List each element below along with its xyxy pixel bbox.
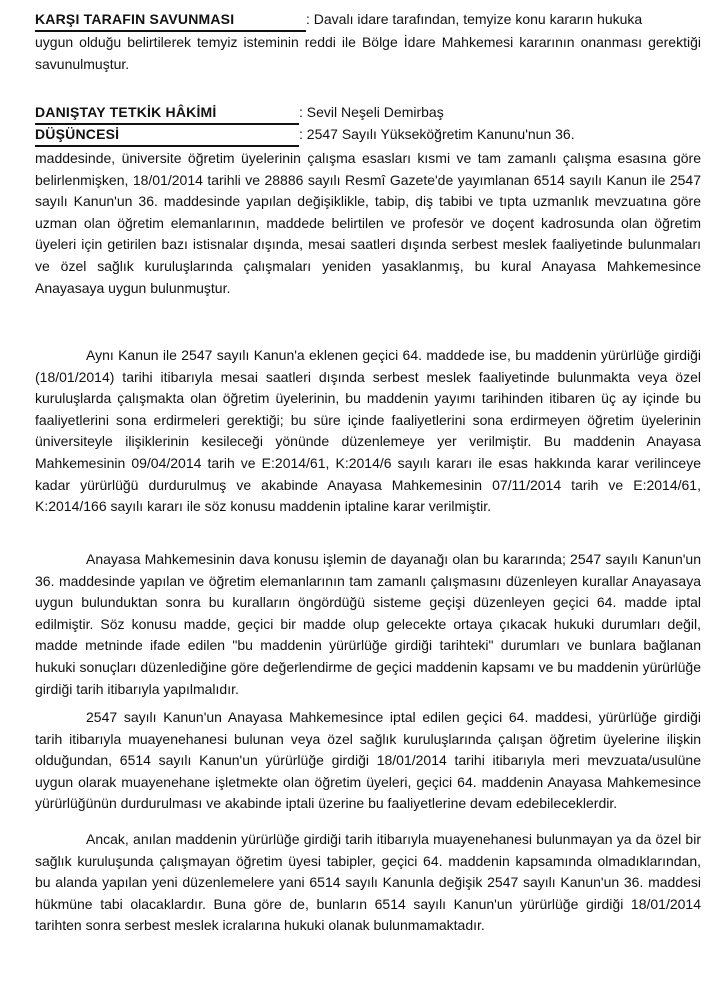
opinion-heading-underline bbox=[35, 145, 299, 147]
defence-heading: KARŞI TARAFIN SAVUNMASI bbox=[35, 11, 235, 27]
judge-heading-underline bbox=[35, 123, 299, 125]
opinion-paragraph-2: Aynı Kanun ile 2547 sayılı Kanun'a eklenen geçici 64. maddede ise, bu maddenin yürürlüğe girdiği (18/01/2014) tarihi itibarıyla mesai saatleri dışında serbest meslek faaliyetinde bulunmakta veya özel kuruluşlarda çalışmakta olan öğretim üyelerinin, bu maddenin yayımı tarihinden itibaren üç ay içinde bu faaliyetlerini sona erdirmeleri gerektiği; bu süre içinde faaliyetlerini sona erdirmeyen öğretim üyelerinin üniversiteyle ilişiklerinin kesileceği yönünde düzenlemeye yer verilmiştir. Bu maddenin Anayasa Mahkemesinin 09/04/2014 tarih ve E:2014/61, K:2014/6 sayılı kararı ile esas hakkında karar verilinceye kadar yürürlüğü durdurulmuş ve akabinde Anayasa Mahkemesinin 07/11/2014 tarih ve E:2014/61, K:2014/166 sayılı kararı ile söz konusu maddenin iptaline karar verilmiştir. bbox=[35, 347, 701, 515]
opinion-paragraph-3: Anayasa Mahkemesinin dava konusu işlemin de dayanağı olan bu kararında; 2547 sayılı Kanun'un 36. maddesinde yapılan ve öğretim elemanlarının tam zamanlı çalışmasını düzenleyen kurallar Anayasaya uygun bulunduktan sonra bu kuralların öngördüğü sisteme geçişi düzenleyen geçici 64. madde iptal edilmiştir. Söz konusu madde, geçici bir madde olup gelecekte ortaya çıkacak hukuki durumları değil, madde metninde ifade edilen "bu maddenin yürürlüğe girdiği tarihteki" durumları ve bunlara bağlanan hukuki sonuçları düzenlediğine göre değerlendirme de geçici maddenin kapsamı ve bu maddenin yürürlüğe girdiği tarih itibarıyla yapılmalıdır. bbox=[35, 551, 701, 697]
opinion-heading: DÜŞÜNCESİ bbox=[35, 126, 120, 142]
opinion-paragraph-5: Ancak, anılan maddenin yürürlüğe girdiği tarih itibarıyla muayenehanesi bulunmayan ya da özel bir sağlık kuruluşunda çalışmayan öğretim üyesi tabipler, geçici 64. maddenin kapsamında olmadıklarından, bu alanda yapılan yeni düzenlemelere yani 6514 sayılı Kanunla değişik 2547 sayılı Kanun'un 36. maddesi hükmüne tabi olacaklardır. Buna göre de, bunların 6514 sayılı Kanun'un yürürlüğe girdiği 18/01/2014 tarihten sonra serbest meslek icralarına hukuki olanak bulunmamaktadır. bbox=[35, 831, 701, 934]
opinion-paragraph-4: 2547 sayılı Kanun'un Anayasa Mahkemesince iptal edilen geçici 64. maddesi, yürürlüğe girdiği tarih itibarıyla muayenehanesi bulunan veya özel sağlık kuruluşlarında çalışan öğretim üyelerine ilişkin olduğundan, 6514 sayılı Kanun'un yürürlüğe girdiği 18/01/2014 tarihi itibarıyla meri mevzuata/usulüne uygun olarak muayenehane işletmekte olan öğretim üyeleri, geçici 64. maddenin Anayasa Mahkemesince yürürlüğünün durdurulması ve akabinde iptali üzerine bu faaliyetlerine devam edebileceklerdir. bbox=[35, 709, 701, 812]
judge-name: : Sevil Neşeli Demirbaş bbox=[299, 104, 444, 120]
defence-text: uygun olduğu belirtilerek temyiz isteminin reddi ile Bölge İdare Mahkemesi kararının onanması gerektiği savunulmuştur. bbox=[35, 34, 701, 72]
opinion-paragraph-1: maddesinde, üniversite öğretim üyelerinin çalışma esasları kısmi ve tam zamanlı çalışma esasına göre belirlenmişken, 18/01/2014 tarihli ve 28886 sayılı Resmî Gazete'de yayımlanan 6514 sayılı Kanun ile 2547 sayılı Kanun'un 36. maddesinde yapılan değişiklikle, tabip, diş tabibi ve tıpta uzmanlık mevzuatına göre uzman olan öğretim elemanlarının, maddede belirtilen ve profesör ve doçent kadrosunda olan öğretim üyeleri için getirilen bazı istisnalar dışında, mesai saatleri dışında serbest meslek faaliyetinde bulunmaları ve özel sağlık kuruluşlarında çalışmaları yeniden yasaklanmış, bu kural Anayasa Mahkemesince Anayasaya uygun bulunmuştur. bbox=[35, 150, 701, 296]
opinion-first-line: : 2547 Sayılı Yükseköğretim Kanunu'nun 36. bbox=[299, 126, 575, 142]
defence-first-line: : Davalı idare tarafından, temyize konu kararın hukuka bbox=[306, 11, 643, 27]
judge-heading: DANIŞTAY TETKİK HÂKİMİ bbox=[35, 104, 217, 120]
